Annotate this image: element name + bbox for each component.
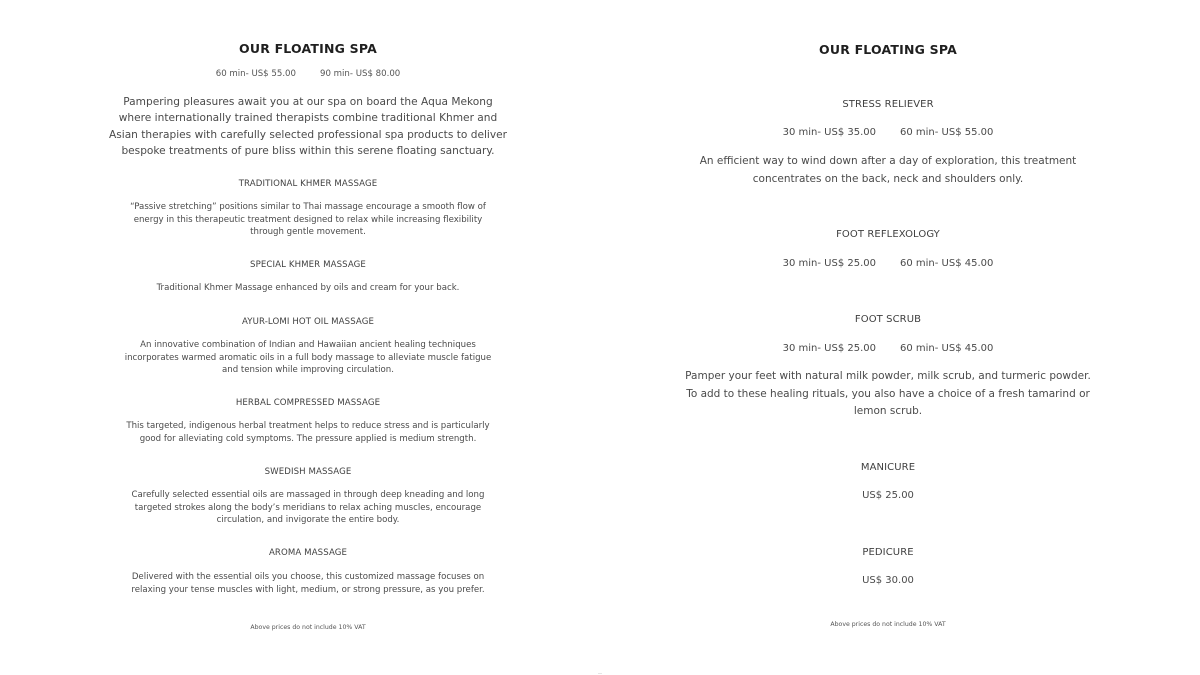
- treatment-description: [88, 489, 528, 527]
- treatment-description: [88, 282, 528, 295]
- price-row: [668, 258, 1108, 269]
- page-title: OUR FLOATING SPA: [239, 41, 377, 56]
- treatment-description: [668, 368, 1108, 421]
- desc-line: An innovative combination of Indian and Hawaiian ancient healing techniques: [140, 340, 476, 350]
- vat-note: Above prices do not include 10% VAT: [250, 624, 366, 631]
- desc-line: and tension while improving circulation.: [222, 365, 394, 376]
- desc-line: This targeted, indigenous herbal treatment helps to reduce stress and is particularly: [126, 421, 490, 431]
- price-row: [88, 69, 528, 79]
- treatment-description: [668, 153, 1108, 188]
- treatment-heading-swedish: SWEDISH MASSAGE: [264, 467, 352, 477]
- desc-line: relaxing your tense muscles with light, medium, or strong pressure, as you prefer.: [131, 584, 485, 595]
- intro-line: Pampering pleasures await you at our spa on board the Aqua Mekong: [123, 96, 493, 108]
- desc-line: circulation, and invigorate the entire body.: [216, 515, 400, 526]
- treatment-description: [88, 339, 528, 377]
- treatment-description: [88, 201, 528, 239]
- desc-line: targeted strokes along the body’s meridians to relax aching muscles, encourage: [134, 502, 482, 513]
- price-30min: 30 min- US$ 25.00: [782, 258, 876, 269]
- intro-line: Asian therapies with carefully selected professional spa products to deliver: [108, 128, 507, 141]
- treatment-heading-foot-scrub: FOOT SCRUB: [854, 314, 922, 325]
- desc-line: through gentle movement.: [250, 227, 366, 238]
- treatment-heading-ayur-lomi: AYUR-LOMI HOT OIL MASSAGE: [241, 317, 375, 327]
- price-30min: 30 min- US$ 25.00: [782, 343, 876, 354]
- treatment-heading-aroma: AROMA MASSAGE: [268, 548, 348, 558]
- desc-line: “Passive stretching” positions similar to Thai massage encourage a smooth flow of: [130, 202, 486, 212]
- price-60min: 60 min- US$ 55.00: [215, 69, 296, 79]
- page-edge-mark: [598, 673, 602, 674]
- desc-line: concentrates on the back, neck and shoulders only.: [752, 172, 1024, 185]
- desc-line: Traditional Khmer Massage enhanced by oils and cream for your back.: [156, 283, 460, 293]
- price-90min: 90 min- US$ 80.00: [320, 69, 401, 79]
- desc-line: Delivered with the essential oils you choose, this customized massage focuses on: [131, 572, 485, 582]
- page-title: OUR FLOATING SPA: [819, 42, 957, 57]
- treatment-heading-herbal-compressed: HERBAL COMPRESSED MASSAGE: [235, 398, 381, 408]
- treatment-description: [88, 420, 528, 445]
- desc-line: To add to these healing rituals, you also have a choice of a fresh tamarind or: [686, 387, 1090, 400]
- desc-line: Carefully selected essential oils are massaged in through deep kneading and long: [131, 490, 485, 500]
- intro-line: where internationally trained therapists combine traditional Khmer and: [118, 112, 498, 125]
- price-row: [668, 127, 1108, 138]
- desc-line: lemon scrub.: [853, 405, 923, 418]
- intro-paragraph: [88, 94, 528, 159]
- treatment-heading-traditional-khmer: TRADITIONAL KHMER MASSAGE: [238, 179, 378, 189]
- desc-line: An efficient way to wind down after a day of exploration, this treatment: [699, 155, 1077, 167]
- price-60min: 60 min- US$ 45.00: [900, 258, 994, 269]
- treatment-heading-manicure: MANICURE: [860, 462, 916, 473]
- price-manicure: US$ 25.00: [862, 490, 914, 501]
- treatment-description: [88, 571, 528, 596]
- price-row: [668, 343, 1108, 354]
- price-60min: 60 min- US$ 45.00: [900, 343, 994, 354]
- price-pedicure: US$ 30.00: [862, 575, 914, 586]
- treatment-heading-special-khmer: SPECIAL KHMER MASSAGE: [250, 260, 366, 270]
- desc-line: incorporates warmed aromatic oils in a full body massage to alleviate muscle fatigue: [124, 352, 492, 363]
- intro-line: bespoke treatments of pure bliss within this serene floating sanctuary.: [121, 144, 495, 157]
- price-60min: 60 min- US$ 55.00: [900, 127, 994, 138]
- vat-note: Above prices do not include 10% VAT: [830, 621, 946, 628]
- desc-line: energy in this therapeutic treatment designed to relax while increasing flexibility: [133, 214, 483, 225]
- treatment-heading-stress-reliever: STRESS RELIEVER: [842, 99, 934, 110]
- price-30min: 30 min- US$ 35.00: [782, 127, 876, 138]
- desc-line: good for alleviating cold symptoms. The pressure applied is medium strength.: [139, 433, 477, 444]
- desc-line: Pamper your feet with natural milk powder, milk scrub, and turmeric powder.: [685, 370, 1091, 382]
- treatment-heading-foot-reflexology: FOOT REFLEXOLOGY: [836, 229, 940, 240]
- treatment-heading-pedicure: PEDICURE: [862, 547, 914, 558]
